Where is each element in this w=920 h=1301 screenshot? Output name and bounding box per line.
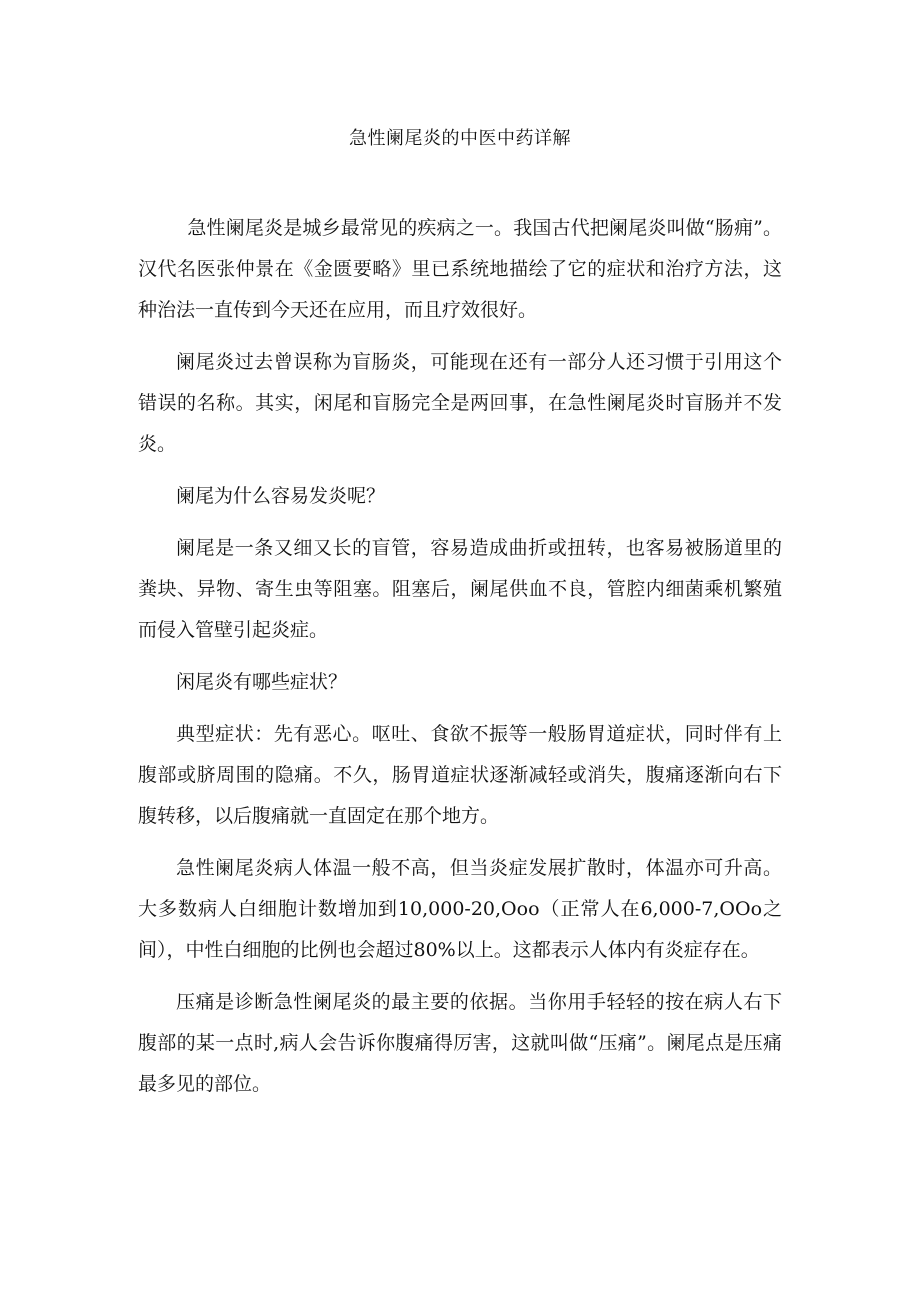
paragraph-1: 急性阑尾炎是城乡最常见的疾病之一。我国古代把阑尾炎叫做“肠痈”。汉代名医张仲景在《金匮要略》里已系统地描绘了它的症状和治疗方法，这种治法一直传到今天还在应用，而且疗效很好。 xyxy=(138,217,782,321)
paragraph-4: 阑尾是一条又细又长的盲管，容易造成曲折或扭转，也客易被肠道里的粪块、异物、寄生虫等阻塞。阻塞后，阑尾供血不良，管腔内细菌乘机繁殖而侵入管壁引起炎症。 xyxy=(138,537,782,641)
paragraph-8: 压痛是诊断急性阑尾炎的最主要的依据。当你用手轻轻的按在病人右下腹部的某一点时,病人会告诉你腹痛得厉害，这就叫做“压痛”。阑尾点是压痛最多见的部位。 xyxy=(138,991,782,1095)
paragraph-6: 典型症状：先有恶心。呕吐、食欲不振等一般肠胃道症状，同时伴有上腹部或脐周围的隐痛。不久，肠胃道症状逐渐减轻或消失，腹痛逐渐向右下腹转移，以后腹痛就一直固定在那个地方。 xyxy=(138,723,782,827)
paragraph-2: 阑尾炎过去曾误称为盲肠炎，可能现在还有一部分人还习惯于引用这个错误的名称。其实，闲尾和盲肠完全是两回事，在急性阑尾炎时盲肠并不发炎。 xyxy=(138,351,782,455)
paragraph-5: 闲尾炎有哪些症状？ xyxy=(176,671,348,693)
document-body xyxy=(138,208,782,1116)
paragraph-3: 阑尾为什么容易发炎呢？ xyxy=(176,485,386,507)
document-title: 急性阑尾炎的中医中药详解 xyxy=(349,128,571,149)
paragraph-7: 急性阑尾炎病人体温一般不高，但当炎症发展扩散时，体温亦可升高。大多数病人白细胞计数增加到10,000-20,Ooo（正常人在6,000-7,OOo之间），中性白细胞的比例也会超过80%以上。这都表示人体内有炎症存在。 xyxy=(138,857,782,961)
